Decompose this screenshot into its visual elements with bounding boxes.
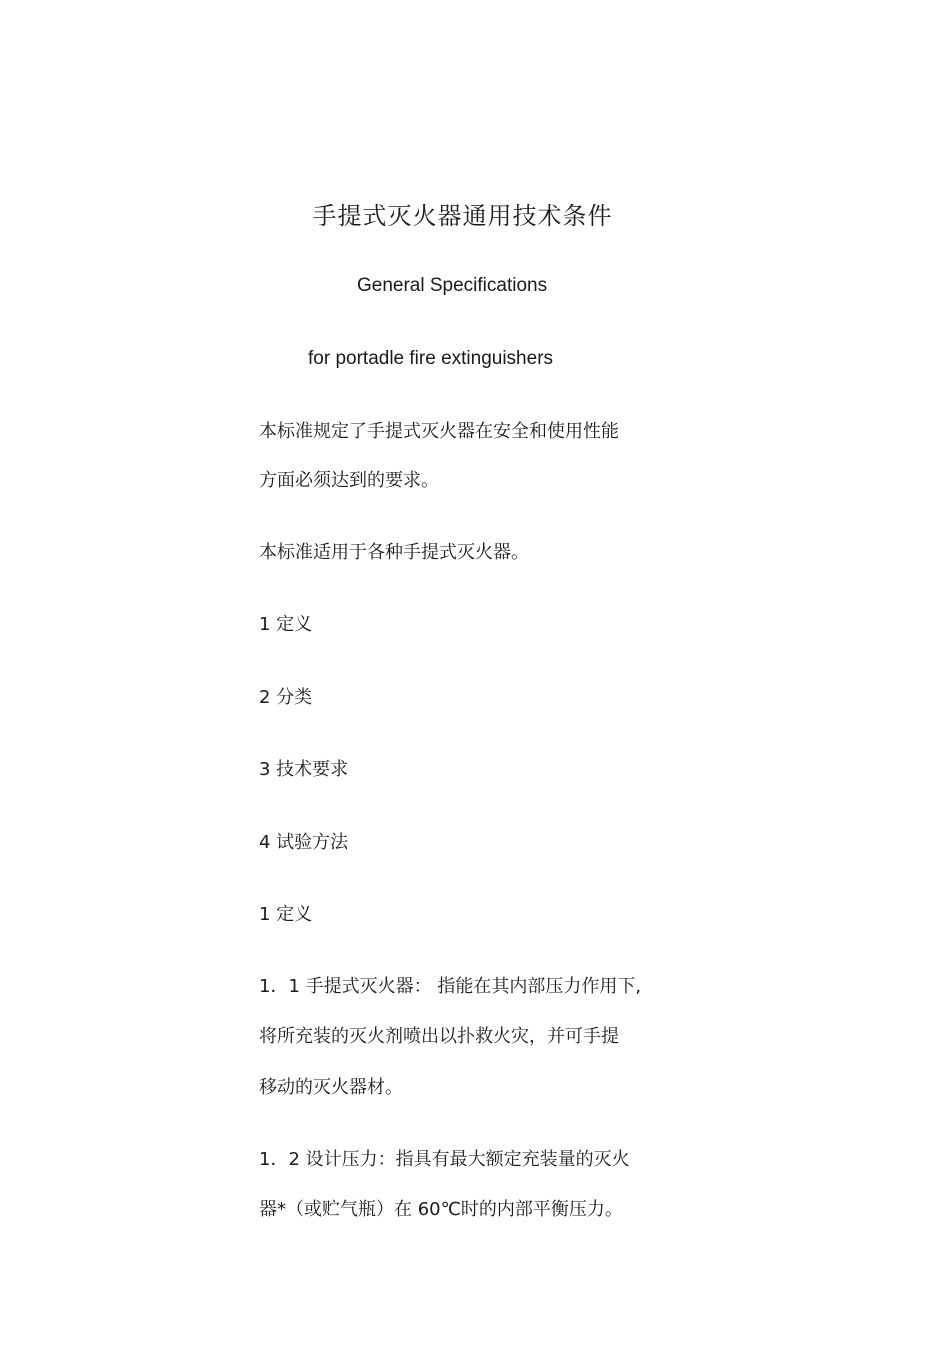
english-title-line-2: for portadle fire extinguishers <box>308 348 554 369</box>
english-title-line-1: General Specifications <box>357 275 548 296</box>
definition-1-1-line-3: 移动的灭火器材。 <box>259 1077 403 1098</box>
definition-1-2-line-1: 1．2 设计压力：指具有最大额定充装量的灭火 <box>259 1149 630 1170</box>
scope-paragraph-line-2: 方面必须达到的要求。 <box>259 470 439 491</box>
document-title: 手提式灭火器通用技术条件 <box>312 202 613 230</box>
applicability-paragraph: 本标准适用于各种手提式灭火器。 <box>259 542 529 563</box>
definition-1-2-line-2: 器*（或贮气瓶）在 60℃时的内部平衡压力。 <box>259 1199 623 1220</box>
toc-item-definitions: 1 定义 <box>259 614 313 635</box>
definition-1-1-line-2: 将所充装的灭火剂喷出以扑救火灾，并可手提 <box>259 1026 619 1047</box>
toc-item-classification: 2 分类 <box>259 687 313 708</box>
definition-1-1-line-1: 1．1 手提式灭火器： 指能在其内部压力作用下, <box>259 976 642 997</box>
section-heading-definitions: 1 定义 <box>259 904 313 925</box>
scope-paragraph-line-1: 本标准规定了手提式灭火器在安全和使用性能 <box>259 421 619 442</box>
toc-item-technical-requirements: 3 技术要求 <box>259 759 349 780</box>
toc-item-test-methods: 4 试验方法 <box>259 832 349 853</box>
